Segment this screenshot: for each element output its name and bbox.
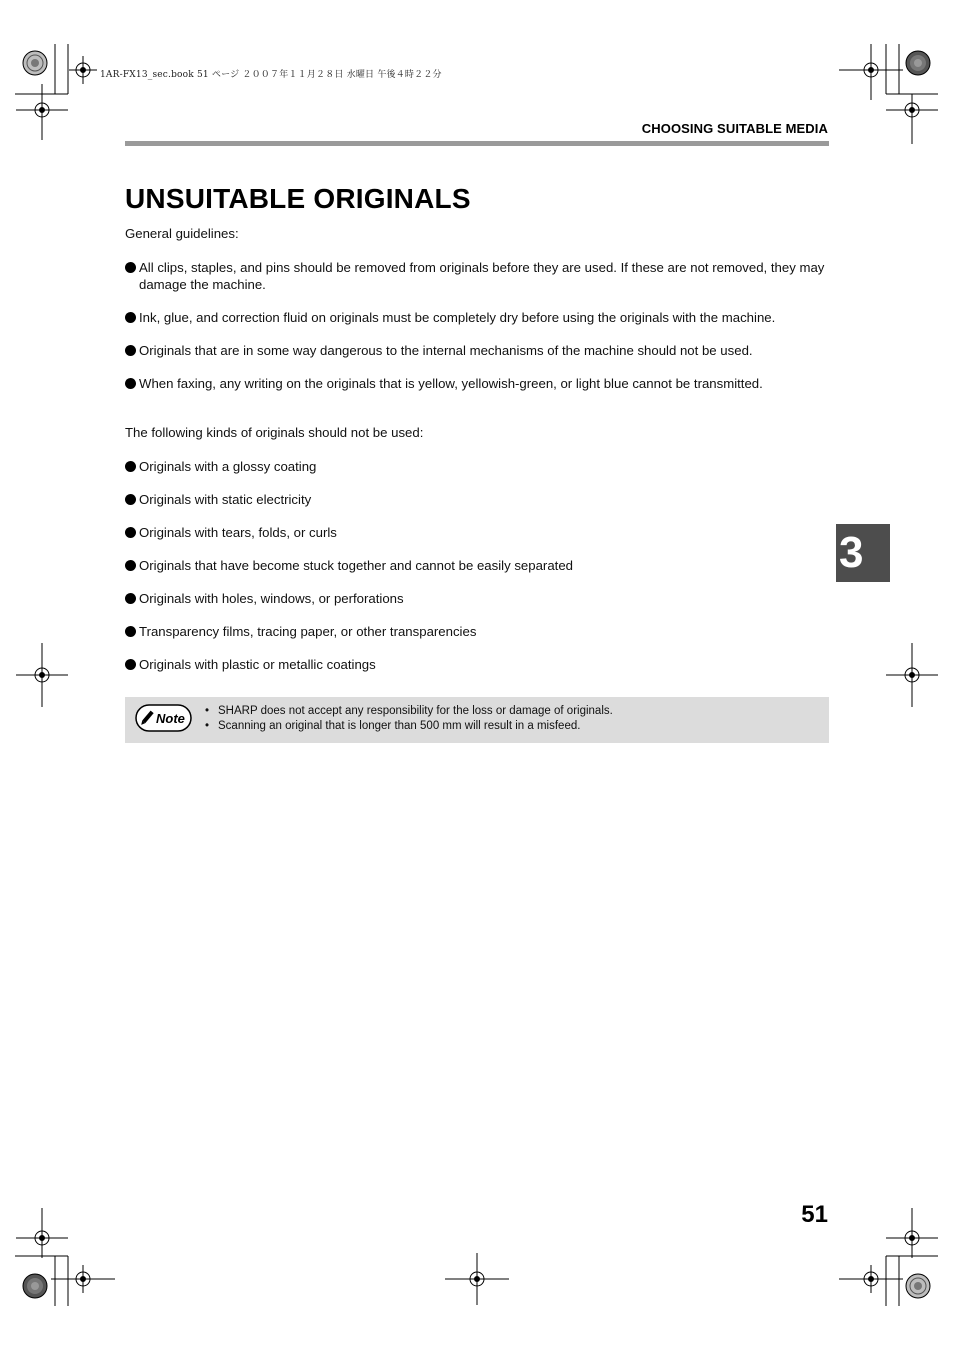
bullet-icon [125, 593, 136, 604]
page-title: UNSUITABLE ORIGINALS [125, 183, 471, 214]
guideline-item: All clips, staples, and pins should be removed from originals before they are used. If these are not removed, they may damage the machine. [125, 259, 829, 293]
note-box [125, 697, 829, 743]
guideline-item: When faxing, any writing on the originals that is yellow, yellowish-green, or light blue cannot be transmitted. [125, 375, 829, 392]
bullet-icon [125, 494, 136, 505]
bullet-icon [125, 560, 136, 571]
note-pencil-icon [135, 704, 192, 732]
note-label: Note [156, 711, 185, 726]
page-number: 51 [801, 1201, 828, 1228]
note-item: • Scanning an original that is longer than 500 mm will result in a misfeed. [205, 719, 613, 734]
bullet-icon [125, 312, 136, 323]
bullet-icon [125, 345, 136, 356]
bullet-icon [125, 527, 136, 538]
unsuitable-item: Originals with plastic or metallic coatings [125, 656, 829, 673]
bullet-icon [125, 461, 136, 472]
chapter-tab: 3 [836, 524, 890, 582]
unsuitable-item: Originals with holes, windows, or perforations [125, 590, 829, 607]
bullet-icon [125, 626, 136, 637]
bullet-icon [125, 659, 136, 670]
note-item: • SHARP does not accept any responsibility for the loss or damage of originals. [205, 704, 613, 719]
unsuitable-item: Originals that have become stuck together and cannot be easily separated [125, 557, 829, 574]
bullet-icon [125, 378, 136, 389]
guideline-item: Ink, glue, and correction fluid on originals must be completely dry before using the originals with the machine. [125, 309, 829, 326]
not-used-intro: The following kinds of originals should not be used: [125, 425, 424, 440]
note-list [205, 704, 613, 734]
guidelines-intro: General guidelines: [125, 226, 239, 241]
unsuitable-item: Transparency films, tracing paper, or other transparencies [125, 623, 829, 640]
unsuitable-item: Originals with tears, folds, or curls [125, 524, 829, 541]
unsuitable-item: Originals with a glossy coating [125, 458, 829, 475]
running-header: CHOOSING SUITABLE MEDIA [641, 121, 828, 136]
print-info-line: 1AR-FX13_sec.book 51 ページ ２００７年１１月２８日 水曜日 午後４時２２分 [100, 70, 442, 80]
bullet-icon [125, 262, 136, 273]
header-rule [125, 141, 829, 146]
guideline-item: Originals that are in some way dangerous to the internal mechanisms of the machine should not be used. [125, 342, 829, 359]
unsuitable-item: Originals with static electricity [125, 491, 829, 508]
